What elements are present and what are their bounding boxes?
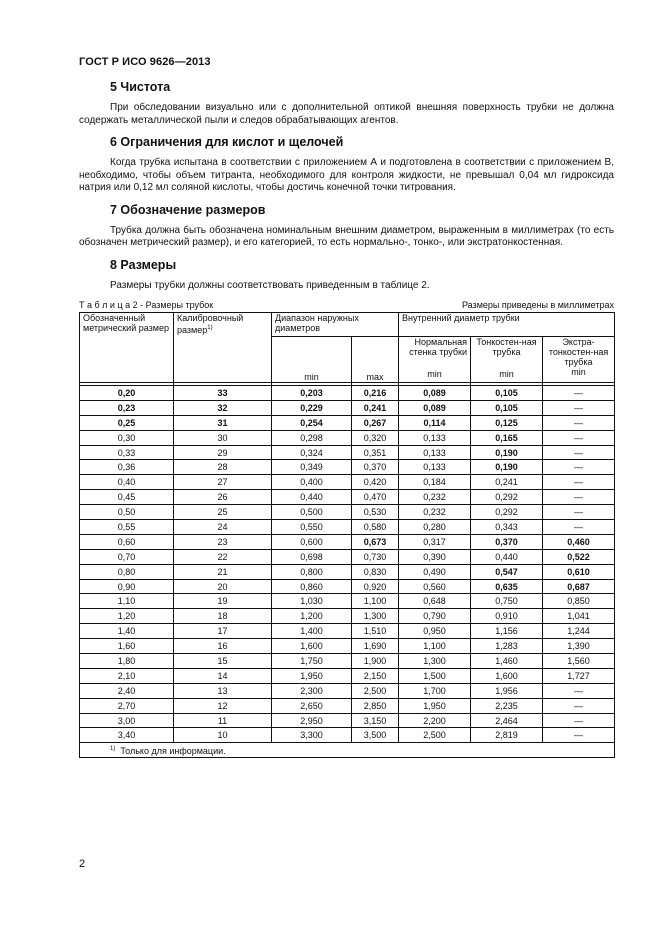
- cell-gauge: 18: [174, 609, 272, 624]
- cell-gauge: 10: [174, 728, 272, 743]
- cell-od-min: 0,298: [272, 430, 352, 445]
- table-caption-row: [79, 300, 614, 310]
- table-row: [80, 728, 615, 743]
- cell-gauge: 20: [174, 579, 272, 594]
- cell-thin-wall: 1,956: [471, 683, 543, 698]
- cell-thin-wall: 0,292: [471, 505, 543, 520]
- cell-od-max: 2,850: [352, 698, 399, 713]
- table-row: [80, 386, 615, 401]
- cell-od-max: 0,351: [352, 445, 399, 460]
- cell-extra-thin-wall: 0,522: [543, 549, 615, 564]
- cell-normal-wall: 0,280: [399, 520, 471, 535]
- cell-thin-wall: 0,241: [471, 475, 543, 490]
- header-od-min: min: [272, 337, 352, 383]
- cell-od-min: 0,400: [272, 475, 352, 490]
- cell-gauge: 15: [174, 654, 272, 669]
- cell-extra-thin-wall: —: [543, 430, 615, 445]
- section-title: 7 Обозначение размеров: [110, 202, 266, 217]
- cell-normal-wall: 0,950: [399, 624, 471, 639]
- cell-od-min: 2,300: [272, 683, 352, 698]
- cell-od-min: 1,950: [272, 668, 352, 683]
- cell-normal-wall: 0,184: [399, 475, 471, 490]
- cell-gauge: 12: [174, 698, 272, 713]
- cell-size: 3,40: [80, 728, 174, 743]
- cell-gauge: 30: [174, 430, 272, 445]
- footnote-text: Только для информации.: [120, 746, 226, 757]
- table-caption-title: 2 - Размеры трубок: [130, 300, 214, 310]
- cell-od-min: 0,500: [272, 505, 352, 520]
- cell-thin-wall: 2,819: [471, 728, 543, 743]
- cell-thin-wall: 0,635: [471, 579, 543, 594]
- cell-gauge: 24: [174, 520, 272, 535]
- cell-extra-thin-wall: 0,610: [543, 564, 615, 579]
- section-purity: [79, 80, 614, 127]
- table-row: [80, 415, 615, 430]
- section-acid-alkali: [79, 135, 614, 195]
- header-extra-thin-wall: Экстра-тонкостен-ная трубка min: [543, 337, 615, 383]
- page-number: 2: [79, 858, 86, 870]
- cell-thin-wall: 0,547: [471, 564, 543, 579]
- cell-normal-wall: 1,950: [399, 698, 471, 713]
- cell-thin-wall: 0,292: [471, 490, 543, 505]
- footnote-ref: 1): [207, 325, 213, 331]
- cell-extra-thin-wall: —: [543, 490, 615, 505]
- section-title: 6 Ограничения для кислот и щелочей: [110, 135, 344, 149]
- cell-gauge: 11: [174, 713, 272, 728]
- cell-od-min: 0,203: [272, 386, 352, 401]
- table-row: [80, 475, 615, 490]
- cell-thin-wall: 1,156: [471, 624, 543, 639]
- cell-normal-wall: 0,790: [399, 609, 471, 624]
- cell-thin-wall: 0,190: [471, 460, 543, 475]
- cell-od-max: 3,500: [352, 728, 399, 743]
- cell-thin-wall: 0,105: [471, 386, 543, 401]
- cell-od-max: 0,730: [352, 549, 399, 564]
- cell-normal-wall: 1,100: [399, 639, 471, 654]
- cell-gauge: 29: [174, 445, 272, 460]
- cell-od-min: 0,440: [272, 490, 352, 505]
- cell-gauge: 27: [174, 475, 272, 490]
- section-title: 8 Размеры: [110, 257, 177, 272]
- table-row: [80, 520, 615, 535]
- cell-normal-wall: 0,114: [399, 415, 471, 430]
- cell-normal-wall: 0,390: [399, 549, 471, 564]
- cell-gauge: 13: [174, 683, 272, 698]
- cell-gauge: 14: [174, 668, 272, 683]
- cell-normal-wall: 0,133: [399, 430, 471, 445]
- cell-extra-thin-wall: —: [543, 475, 615, 490]
- cell-size: 0,80: [80, 564, 174, 579]
- cell-thin-wall: 0,370: [471, 534, 543, 549]
- table-body: [80, 383, 615, 743]
- cell-thin-wall: 1,600: [471, 668, 543, 683]
- cell-extra-thin-wall: —: [543, 505, 615, 520]
- cell-extra-thin-wall: —: [543, 415, 615, 430]
- cell-normal-wall: 0,089: [399, 400, 471, 415]
- cell-normal-wall: 1,300: [399, 654, 471, 669]
- cell-extra-thin-wall: 0,687: [543, 579, 615, 594]
- cell-size: 0,60: [80, 534, 174, 549]
- table-row: [80, 639, 615, 654]
- cell-size: 2,10: [80, 668, 174, 683]
- cell-od-max: 0,320: [352, 430, 399, 445]
- cell-normal-wall: 2,200: [399, 713, 471, 728]
- cell-od-max: 1,300: [352, 609, 399, 624]
- cell-size: 0,33: [80, 445, 174, 460]
- cell-extra-thin-wall: 1,560: [543, 654, 615, 669]
- cell-normal-wall: 0,133: [399, 445, 471, 460]
- cell-od-min: 0,324: [272, 445, 352, 460]
- cell-size: 0,25: [80, 415, 174, 430]
- section-dimensions: [79, 258, 614, 293]
- table-row: [80, 609, 615, 624]
- cell-thin-wall: 0,165: [471, 430, 543, 445]
- table-footnote: [80, 743, 615, 758]
- cell-od-min: 0,550: [272, 520, 352, 535]
- cell-od-max: 2,150: [352, 668, 399, 683]
- cell-extra-thin-wall: 1,244: [543, 624, 615, 639]
- cell-od-min: 0,600: [272, 534, 352, 549]
- cell-normal-wall: 0,648: [399, 594, 471, 609]
- cell-extra-thin-wall: —: [543, 460, 615, 475]
- table-row: [80, 698, 615, 713]
- table-row: [80, 505, 615, 520]
- cell-extra-thin-wall: 0,460: [543, 534, 615, 549]
- cell-od-min: 1,400: [272, 624, 352, 639]
- header-thin-wall: Тонкостен-ная трубка min: [471, 337, 543, 383]
- cell-size: 0,55: [80, 520, 174, 535]
- section-text: Трубка должна быть обозначена номинальным внешним диаметром, выраженным в миллиметрах (то есть обозначен метрический размер), и его категорией, то есть нормально-, тонко-, или экстратонкостенная.: [79, 224, 614, 248]
- cell-thin-wall: 2,464: [471, 713, 543, 728]
- section-text: Размеры трубки должны соответствовать приведенным в таблице 2.: [110, 279, 430, 291]
- table-row: [80, 713, 615, 728]
- cell-gauge: 23: [174, 534, 272, 549]
- cell-od-max: 0,580: [352, 520, 399, 535]
- table-row: [80, 579, 615, 594]
- cell-size: 3,00: [80, 713, 174, 728]
- cell-size: 2,70: [80, 698, 174, 713]
- cell-size: 1,10: [80, 594, 174, 609]
- cell-od-max: 1,100: [352, 594, 399, 609]
- cell-thin-wall: 0,105: [471, 400, 543, 415]
- cell-normal-wall: 0,560: [399, 579, 471, 594]
- table-row: [80, 668, 615, 683]
- table-row: [80, 594, 615, 609]
- cell-extra-thin-wall: 1,727: [543, 668, 615, 683]
- cell-od-max: 0,530: [352, 505, 399, 520]
- document-page: [79, 56, 614, 758]
- cell-size: 1,80: [80, 654, 174, 669]
- table-row: [80, 445, 615, 460]
- cell-extra-thin-wall: —: [543, 386, 615, 401]
- section-text: Когда трубка испытана в соответствии с приложением А и подготовлена в соответствии с приложением В, необходимо, чтобы объем титранта, необходимого для контроля жидкости, не превышал 0,04 мл гидроксида натрия или 0,12 мл соляной кислоты, чтобы достичь конечной точки титрования.: [79, 157, 614, 193]
- table-units-note: Размеры приведены в миллиметрах: [461, 300, 614, 310]
- cell-od-min: 1,030: [272, 594, 352, 609]
- table-caption: [79, 300, 213, 310]
- cell-od-max: 1,510: [352, 624, 399, 639]
- cell-gauge: 22: [174, 549, 272, 564]
- cell-od-min: 1,750: [272, 654, 352, 669]
- cell-od-min: 2,650: [272, 698, 352, 713]
- cell-od-min: 2,950: [272, 713, 352, 728]
- cell-od-min: 0,860: [272, 579, 352, 594]
- cell-size: 0,36: [80, 460, 174, 475]
- cell-size: 0,90: [80, 579, 174, 594]
- cell-od-max: 0,920: [352, 579, 399, 594]
- table-row: [80, 624, 615, 639]
- cell-size: 0,40: [80, 475, 174, 490]
- cell-gauge: 25: [174, 505, 272, 520]
- table-row: [80, 460, 615, 475]
- cell-od-max: 3,150: [352, 713, 399, 728]
- table-row: [80, 549, 615, 564]
- cell-normal-wall: 0,490: [399, 564, 471, 579]
- cell-od-min: 0,800: [272, 564, 352, 579]
- cell-od-min: 1,600: [272, 639, 352, 654]
- cell-extra-thin-wall: —: [543, 683, 615, 698]
- section-size-designation: [79, 203, 614, 250]
- cell-size: 1,20: [80, 609, 174, 624]
- cell-od-max: 2,500: [352, 683, 399, 698]
- cell-od-min: 0,698: [272, 549, 352, 564]
- cell-thin-wall: 1,460: [471, 654, 543, 669]
- cell-thin-wall: 2,235: [471, 698, 543, 713]
- cell-extra-thin-wall: —: [543, 520, 615, 535]
- cell-size: 0,23: [80, 400, 174, 415]
- cell-thin-wall: 0,190: [471, 445, 543, 460]
- cell-od-max: 0,830: [352, 564, 399, 579]
- cell-normal-wall: 0,089: [399, 386, 471, 401]
- table-row: [80, 490, 615, 505]
- table-row: [80, 654, 615, 669]
- cell-gauge: 16: [174, 639, 272, 654]
- cell-size: 0,30: [80, 430, 174, 445]
- cell-od-min: 3,300: [272, 728, 352, 743]
- cell-gauge: 33: [174, 386, 272, 401]
- cell-size: 0,50: [80, 505, 174, 520]
- cell-od-max: 1,900: [352, 654, 399, 669]
- cell-extra-thin-wall: 1,041: [543, 609, 615, 624]
- cell-gauge: 28: [174, 460, 272, 475]
- cell-gauge: 21: [174, 564, 272, 579]
- table-caption-prefix: Т а б л и ц а: [79, 300, 131, 310]
- section-title: 5 Чистота: [110, 80, 171, 94]
- cell-thin-wall: 0,125: [471, 415, 543, 430]
- cell-extra-thin-wall: 1,390: [543, 639, 615, 654]
- table-row: [80, 400, 615, 415]
- table-row: [80, 534, 615, 549]
- cell-normal-wall: 1,700: [399, 683, 471, 698]
- cell-od-max: 0,370: [352, 460, 399, 475]
- footnote-marker: 1): [110, 746, 116, 753]
- cell-thin-wall: 0,343: [471, 520, 543, 535]
- cell-size: 0,70: [80, 549, 174, 564]
- cell-od-min: 1,200: [272, 609, 352, 624]
- cell-gauge: 17: [174, 624, 272, 639]
- cell-size: 2,40: [80, 683, 174, 698]
- cell-od-max: 0,241: [352, 400, 399, 415]
- cell-normal-wall: 2,500: [399, 728, 471, 743]
- header-gauge: Калибровочный размер$^{1)}$: [174, 313, 272, 383]
- cell-extra-thin-wall: —: [543, 445, 615, 460]
- table-row: [80, 430, 615, 445]
- cell-size: 0,20: [80, 386, 174, 401]
- cell-od-max: 0,673: [352, 534, 399, 549]
- header-outer-range: Диапазон наружных диаметров: [272, 313, 399, 337]
- table-row: [80, 564, 615, 579]
- cell-normal-wall: 1,500: [399, 668, 471, 683]
- cell-extra-thin-wall: —: [543, 400, 615, 415]
- cell-size: 1,40: [80, 624, 174, 639]
- cell-normal-wall: 0,317: [399, 534, 471, 549]
- cell-gauge: 32: [174, 400, 272, 415]
- cell-thin-wall: 0,910: [471, 609, 543, 624]
- dimensions-table: [79, 312, 615, 758]
- cell-gauge: 19: [174, 594, 272, 609]
- section-text: При обследовании визуально или с дополнительной оптикой внешняя поверхность трубки не должна содержать металлической пыли и следов обрабатывающих агентов.: [79, 102, 614, 126]
- cell-normal-wall: 0,133: [399, 460, 471, 475]
- cell-thin-wall: 0,440: [471, 549, 543, 564]
- cell-extra-thin-wall: —: [543, 728, 615, 743]
- cell-size: 0,45: [80, 490, 174, 505]
- cell-od-max: 0,267: [352, 415, 399, 430]
- cell-thin-wall: 0,750: [471, 594, 543, 609]
- cell-od-max: 1,690: [352, 639, 399, 654]
- cell-od-min: 0,254: [272, 415, 352, 430]
- cell-extra-thin-wall: 0,850: [543, 594, 615, 609]
- cell-extra-thin-wall: —: [543, 713, 615, 728]
- cell-normal-wall: 0,232: [399, 490, 471, 505]
- cell-normal-wall: 0,232: [399, 505, 471, 520]
- cell-gauge: 26: [174, 490, 272, 505]
- cell-thin-wall: 1,283: [471, 639, 543, 654]
- cell-size: 1,60: [80, 639, 174, 654]
- cell-od-min: 0,349: [272, 460, 352, 475]
- table-row: [80, 683, 615, 698]
- header-od-max: max: [352, 337, 399, 383]
- document-code: ГОСТ Р ИСО 9626—2013: [79, 56, 211, 68]
- cell-od-max: 0,420: [352, 475, 399, 490]
- cell-od-min: 0,229: [272, 400, 352, 415]
- header-designated-size: Обозначенный метрический размер: [80, 313, 174, 383]
- header-normal-wall: Нормальная стенка трубки min: [399, 337, 471, 383]
- cell-od-max: 0,470: [352, 490, 399, 505]
- cell-od-max: 0,216: [352, 386, 399, 401]
- cell-gauge: 31: [174, 415, 272, 430]
- cell-extra-thin-wall: —: [543, 698, 615, 713]
- header-inner-diameter: Внутренний диаметр трубки: [399, 313, 615, 337]
